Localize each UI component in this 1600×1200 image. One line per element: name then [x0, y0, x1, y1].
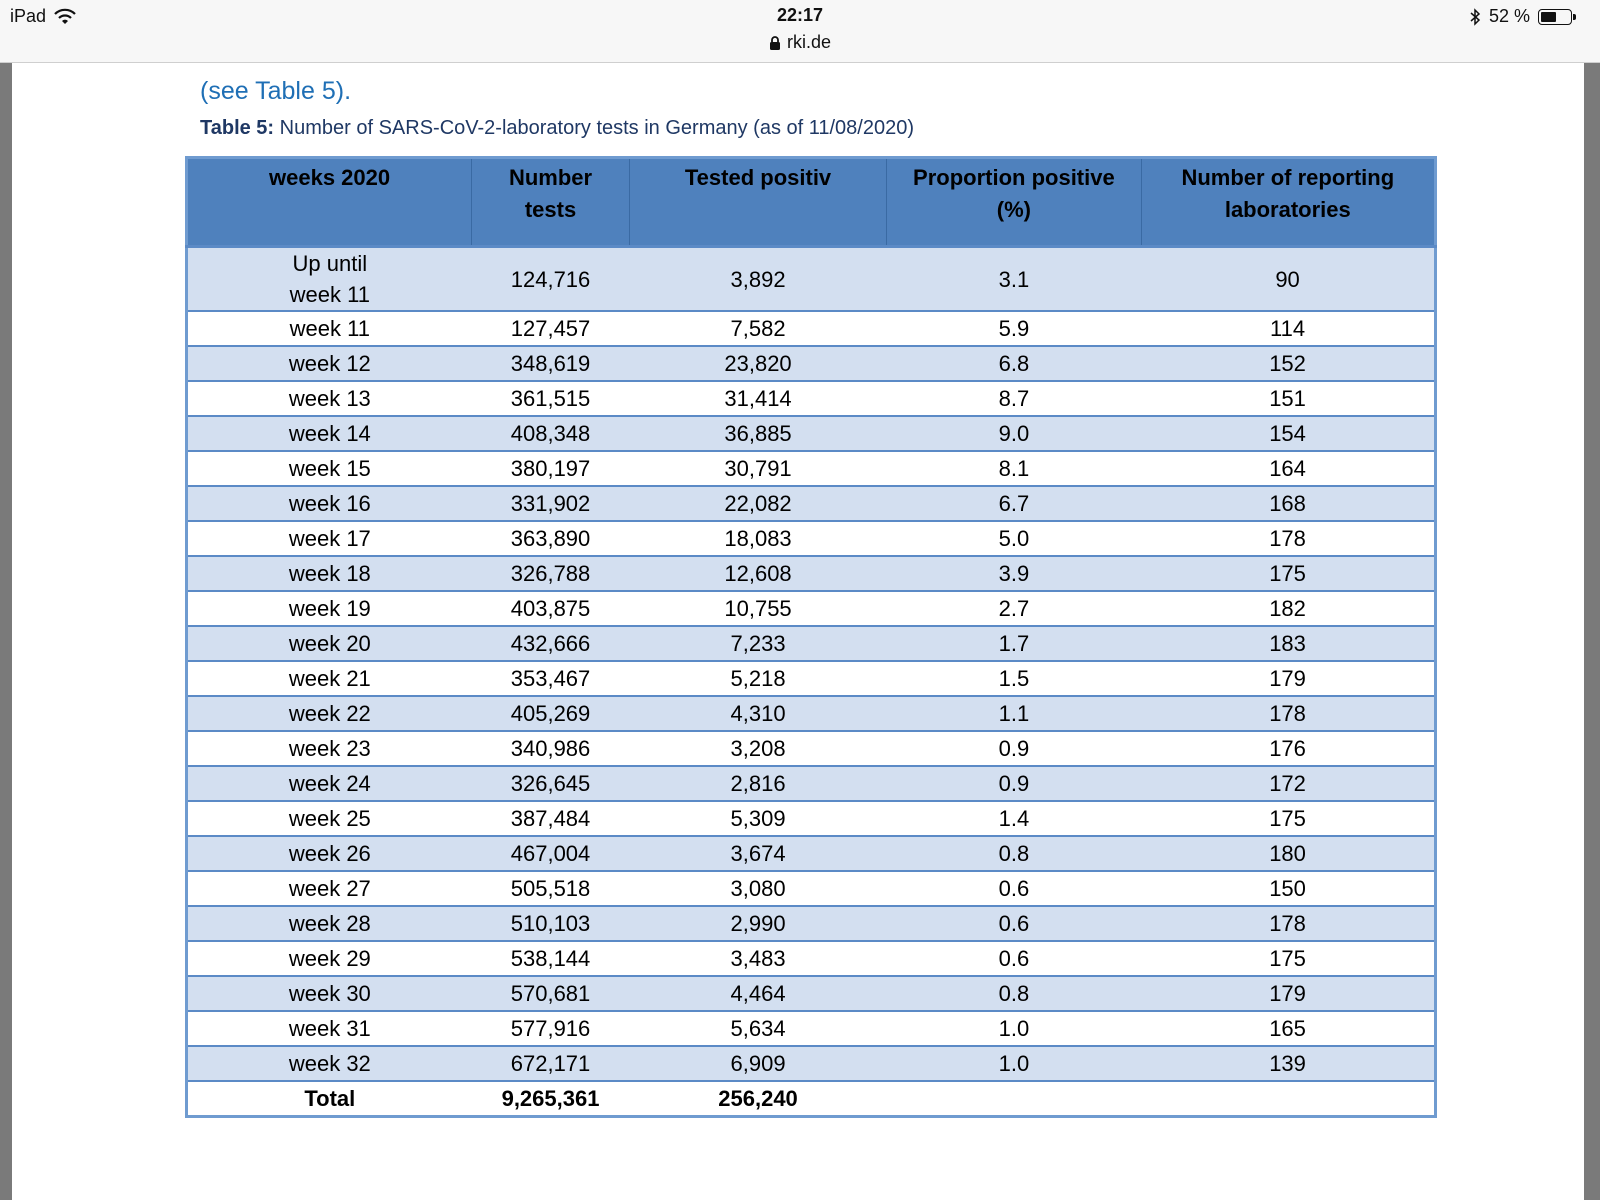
positive-cell: 5,634 [629, 1011, 886, 1046]
proportion-cell: 0.6 [887, 871, 1141, 906]
proportion-cell: 0.6 [887, 906, 1141, 941]
total-tests-cell: 9,265,361 [472, 1081, 630, 1117]
table-row [187, 941, 1436, 976]
labs-cell: 90 [1141, 247, 1435, 312]
week-cell: week 29 [187, 941, 472, 976]
table-reference-link[interactable]: (see Table 5). [200, 77, 352, 105]
table-row [187, 451, 1436, 486]
tests-cell: 577,916 [472, 1011, 630, 1046]
tests-cell: 387,484 [472, 801, 630, 836]
week-cell: week 21 [187, 661, 472, 696]
positive-cell: 5,218 [629, 661, 886, 696]
table-row [187, 906, 1436, 941]
status-right [1469, 6, 1572, 27]
status-bar [0, 0, 1600, 63]
table-row [187, 346, 1436, 381]
labs-cell: 152 [1141, 346, 1435, 381]
url-text[interactable]: rki.de [786, 32, 831, 52]
week-cell: week 32 [187, 1046, 472, 1081]
week-cell: week 19 [187, 591, 472, 626]
tests-cell: 403,875 [472, 591, 630, 626]
week-cell: week 28 [187, 906, 472, 941]
week-cell: week 13 [187, 381, 472, 416]
table-row [187, 731, 1436, 766]
tests-cell: 363,890 [472, 521, 630, 556]
week-cell: week 18 [187, 556, 472, 591]
table-row [187, 976, 1436, 1011]
labs-cell: 178 [1141, 521, 1435, 556]
total-proportion-cell [887, 1081, 1141, 1117]
proportion-cell: 1.0 [887, 1011, 1141, 1046]
tests-cell: 510,103 [472, 906, 630, 941]
table-total-row [187, 1081, 1436, 1117]
labs-cell: 139 [1141, 1046, 1435, 1081]
header-weeks: weeks 2020 [187, 158, 472, 247]
labs-cell: 175 [1141, 801, 1435, 836]
table-row [187, 247, 1436, 312]
positive-cell: 3,483 [629, 941, 886, 976]
week-cell: week 25 [187, 801, 472, 836]
positive-cell: 2,990 [629, 906, 886, 941]
tests-cell: 353,467 [472, 661, 630, 696]
tests-cell: 124,716 [472, 247, 630, 312]
proportion-cell: 0.9 [887, 766, 1141, 801]
table-row [187, 591, 1436, 626]
positive-cell: 5,309 [629, 801, 886, 836]
tests-cell: 326,788 [472, 556, 630, 591]
positive-cell: 3,080 [629, 871, 886, 906]
caption-label: Table 5: [200, 117, 275, 139]
proportion-cell: 5.9 [887, 311, 1141, 346]
labs-cell: 172 [1141, 766, 1435, 801]
week-line-2: week 11 [289, 282, 370, 307]
labs-cell: 176 [1141, 731, 1435, 766]
proportion-cell: 3.1 [887, 247, 1141, 312]
positive-cell: 3,208 [629, 731, 886, 766]
positive-cell: 23,820 [629, 346, 886, 381]
battery-cap [1573, 14, 1576, 20]
week-cell: week 31 [187, 1011, 472, 1046]
table-row [187, 626, 1436, 661]
week-cell: week 16 [187, 486, 472, 521]
proportion-cell: 0.9 [887, 731, 1141, 766]
table-row [187, 801, 1436, 836]
proportion-cell: 1.1 [887, 696, 1141, 731]
total-positive-cell: 256,240 [629, 1081, 886, 1117]
positive-cell: 12,608 [629, 556, 886, 591]
tests-cell: 405,269 [472, 696, 630, 731]
week-cell: week 24 [187, 766, 472, 801]
labs-cell: 175 [1141, 556, 1435, 591]
positive-cell: 22,082 [629, 486, 886, 521]
labs-cell: 178 [1141, 906, 1435, 941]
header-proportion-positive-text: Proportion positive (%) [913, 165, 1115, 222]
table-row [187, 696, 1436, 731]
tests-cell: 570,681 [472, 976, 630, 1011]
positive-cell: 3,674 [629, 836, 886, 871]
labs-cell: 180 [1141, 836, 1435, 871]
proportion-cell: 8.1 [887, 451, 1141, 486]
week-cell: week 11 [187, 311, 472, 346]
proportion-cell: 8.7 [887, 381, 1141, 416]
table-row [187, 661, 1436, 696]
tests-cell: 432,666 [472, 626, 630, 661]
table-row [187, 766, 1436, 801]
labs-cell: 150 [1141, 871, 1435, 906]
tests-cell: 326,645 [472, 766, 630, 801]
table-caption [200, 117, 914, 140]
proportion-cell: 1.4 [887, 801, 1141, 836]
labs-cell: 164 [1141, 451, 1435, 486]
lab-tests-table [185, 156, 1437, 1118]
week-cell: week 17 [187, 521, 472, 556]
labs-cell: 151 [1141, 381, 1435, 416]
positive-cell: 2,816 [629, 766, 886, 801]
labs-cell: 182 [1141, 591, 1435, 626]
week-cell: week 22 [187, 696, 472, 731]
battery-icon [1538, 9, 1572, 25]
table-row [187, 836, 1436, 871]
total-week-cell: Total [187, 1081, 472, 1117]
positive-cell: 7,582 [629, 311, 886, 346]
week-cell: week 15 [187, 451, 472, 486]
positive-cell: 30,791 [629, 451, 886, 486]
tests-cell: 340,986 [472, 731, 630, 766]
week-cell: week 12 [187, 346, 472, 381]
clock: 22:17 [776, 5, 824, 25]
address-bar[interactable] [0, 32, 1600, 53]
table-row [187, 556, 1436, 591]
proportion-cell: 1.7 [887, 626, 1141, 661]
labs-cell: 154 [1141, 416, 1435, 451]
proportion-cell: 3.9 [887, 556, 1141, 591]
bluetooth-icon [1469, 8, 1481, 26]
positive-cell: 31,414 [629, 381, 886, 416]
table-row [187, 1046, 1436, 1081]
week-cell: week 26 [187, 836, 472, 871]
total-labs-cell [1141, 1081, 1435, 1117]
proportion-cell: 2.7 [887, 591, 1141, 626]
table-row [187, 521, 1436, 556]
header-number-tests [472, 158, 630, 247]
table-row [187, 311, 1436, 346]
proportion-cell: 1.0 [887, 1046, 1141, 1081]
header-reporting-laboratories [1141, 158, 1435, 247]
week-cell: week 14 [187, 416, 472, 451]
lock-icon [769, 36, 781, 50]
tests-cell: 505,518 [472, 871, 630, 906]
week-cell: week 27 [187, 871, 472, 906]
labs-cell: 178 [1141, 696, 1435, 731]
week-cell: week 23 [187, 731, 472, 766]
proportion-cell: 0.8 [887, 836, 1141, 871]
proportion-cell: 0.8 [887, 976, 1141, 1011]
proportion-cell: 0.6 [887, 941, 1141, 976]
tests-cell: 127,457 [472, 311, 630, 346]
tests-cell: 467,004 [472, 836, 630, 871]
tests-cell: 672,171 [472, 1046, 630, 1081]
positive-cell: 36,885 [629, 416, 886, 451]
header-number-tests-text: Number tests [508, 165, 593, 222]
week-cell: week 30 [187, 976, 472, 1011]
proportion-cell: 6.8 [887, 346, 1141, 381]
battery-level [1541, 12, 1556, 22]
header-proportion-positive [887, 158, 1141, 247]
caption-text: Number of SARS-CoV-2-laboratory tests in Germany (as of 11/08/2020) [274, 117, 915, 139]
labs-cell: 168 [1141, 486, 1435, 521]
tests-cell: 538,144 [472, 941, 630, 976]
positive-cell: 10,755 [629, 591, 886, 626]
tests-cell: 408,348 [472, 416, 630, 451]
positive-cell: 3,892 [629, 247, 886, 312]
positive-cell: 7,233 [629, 626, 886, 661]
proportion-cell: 1.5 [887, 661, 1141, 696]
positive-cell: 18,083 [629, 521, 886, 556]
table-row [187, 1011, 1436, 1046]
proportion-cell: 6.7 [887, 486, 1141, 521]
tests-cell: 348,619 [472, 346, 630, 381]
tests-cell: 331,902 [472, 486, 630, 521]
table-row [187, 871, 1436, 906]
header-tested-positive: Tested positiv [629, 158, 886, 247]
week-line-1: Up until [292, 251, 368, 276]
tests-cell: 380,197 [472, 451, 630, 486]
labs-cell: 183 [1141, 626, 1435, 661]
week-cell: week 20 [187, 626, 472, 661]
proportion-cell: 9.0 [887, 416, 1141, 451]
labs-cell: 179 [1141, 661, 1435, 696]
labs-cell: 179 [1141, 976, 1435, 1011]
table-row [187, 381, 1436, 416]
positive-cell: 4,464 [629, 976, 886, 1011]
web-page[interactable] [12, 63, 1584, 1200]
positive-cell: 6,909 [629, 1046, 886, 1081]
table-header-row [187, 158, 1436, 247]
table-row [187, 486, 1436, 521]
battery-percent: 52 % [1488, 6, 1530, 26]
labs-cell: 114 [1141, 311, 1435, 346]
week-cell [187, 247, 472, 312]
table-row [187, 416, 1436, 451]
header-reporting-laboratories-text: Number of reporting laboratories [1181, 165, 1395, 222]
proportion-cell: 5.0 [887, 521, 1141, 556]
tests-cell: 361,515 [472, 381, 630, 416]
labs-cell: 175 [1141, 941, 1435, 976]
labs-cell: 165 [1141, 1011, 1435, 1046]
positive-cell: 4,310 [629, 696, 886, 731]
device-name: iPad [10, 6, 47, 26]
